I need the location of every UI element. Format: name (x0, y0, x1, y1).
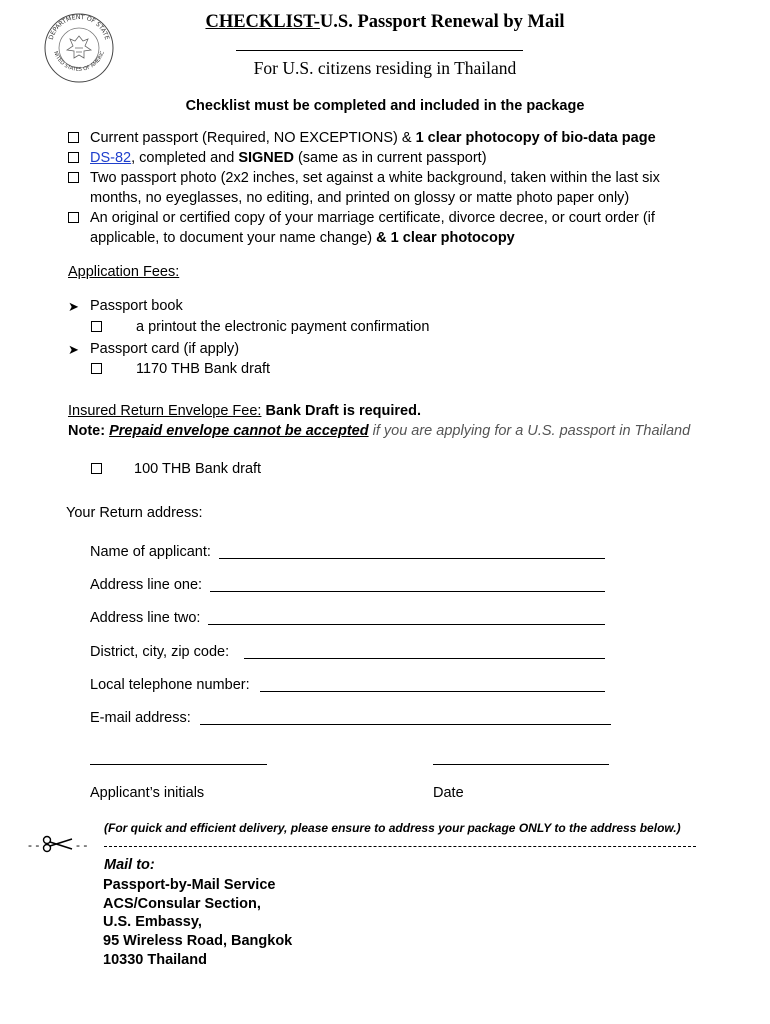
checklist-heading: Checklist must be completed and included in the package (185, 98, 585, 114)
email-address-field[interactable] (200, 724, 611, 725)
checklist-item-photo-line1: Two passport photo (2x2 inches, set against a white background, taken within the last six (90, 170, 660, 186)
ds82-link[interactable]: DS-82 (90, 150, 132, 166)
date-label: Date (433, 785, 464, 801)
address-line-two-field[interactable] (208, 624, 605, 625)
envelope-note (68, 423, 690, 439)
note-rest: if you are applying for a U.S. passport in Thailand (368, 423, 691, 439)
checkbox-payment-confirmation[interactable] (91, 321, 102, 332)
passport-card-label: Passport card (if apply) (90, 341, 240, 357)
payment-confirmation-label: a printout the electronic payment confirmation (136, 319, 430, 335)
checklist-item-certificate-line1: An original or certified copy of your marriage certificate, divorce decree, or court order (if (90, 210, 655, 226)
mail-address-line3: U.S. Embassy, (103, 914, 202, 930)
document-subtitle: For U.S. citizens residing in Thailand (253, 58, 517, 78)
checklist-item-photo-line2: months, no eyeglasses, no editing, and printed on glossy or matte photo paper only) (90, 190, 630, 206)
checklist-item-ds82 (90, 150, 487, 166)
cut-line-left: - - (28, 838, 40, 852)
passport-book-label: Passport book (90, 298, 183, 314)
district-city-zip-field[interactable] (244, 658, 605, 659)
scissors-icon (42, 835, 76, 853)
checkbox-ds82[interactable] (68, 152, 79, 163)
checkbox-envelope-bank-draft[interactable] (91, 463, 102, 474)
checklist-item-certificate-line2 (90, 230, 515, 246)
district-city-zip-label: District, city, zip code: (90, 644, 230, 660)
item2-bold: SIGNED (238, 150, 294, 166)
email-address-label: E-mail address: (90, 710, 191, 726)
item1-bold: 1 clear photocopy of bio-data page (415, 130, 656, 146)
title-rule (236, 50, 523, 51)
address-line-two-label: Address line two: (90, 610, 201, 626)
title-checklist: CHECKLIST- (205, 12, 320, 32)
mail-address-line2: ACS/Consular Section, (103, 896, 261, 912)
mail-address-line1: Passport-by-Mail Service (103, 877, 276, 893)
checkbox-current-passport[interactable] (68, 132, 79, 143)
delivery-note: (For quick and efficient delivery, please ensure to address your package ONLY to the address below.) (104, 821, 681, 835)
item4-bold: & 1 clear photocopy (376, 230, 515, 246)
applicant-initials-label: Applicant’s initials (90, 785, 205, 801)
envelope-fee-label: Insured Return Envelope Fee: (68, 403, 262, 419)
local-telephone-label: Local telephone number: (90, 677, 250, 693)
checklist-item-current-passport (90, 130, 656, 146)
name-of-applicant-field[interactable] (219, 558, 605, 559)
date-field[interactable] (433, 764, 609, 765)
envelope-bank-draft-label: 100 THB Bank draft (134, 461, 262, 477)
card-bank-draft-label: 1170 THB Bank draft (136, 361, 271, 377)
arrow-bullet-icon: ➤ (68, 342, 79, 357)
checkbox-card-bank-draft[interactable] (91, 363, 102, 374)
address-line-one-field[interactable] (210, 591, 605, 592)
return-address-heading: Your Return address: (66, 505, 203, 521)
cut-line (104, 846, 696, 847)
document-title (0, 12, 770, 33)
application-fees-heading: Application Fees: (68, 264, 180, 280)
item2-text-c: (same as in current passport) (293, 150, 487, 166)
checkbox-passport-photo[interactable] (68, 172, 79, 183)
mail-to-label: Mail to: (104, 857, 155, 873)
arrow-bullet-icon: ➤ (68, 299, 79, 314)
title-main: U.S. Passport Renewal by Mail (319, 12, 565, 32)
cut-line-left-tail: - - (76, 838, 88, 852)
item1-text: Current passport (Required, NO EXCEPTIONS) & (90, 130, 416, 146)
checkbox-marriage-certificate[interactable] (68, 212, 79, 223)
note-emphasis: Prepaid envelope cannot be accepted (109, 423, 369, 439)
item4-text: applicable, to document your name change) (90, 230, 377, 246)
envelope-fee-line (68, 403, 421, 419)
local-telephone-field[interactable] (260, 691, 605, 692)
note-label: Note: (68, 423, 110, 439)
item2-text-a: , completed and (131, 150, 239, 166)
mail-address-line4: 95 Wireless Road, Bangkok (103, 933, 293, 949)
envelope-fee-required: Bank Draft is required. (261, 403, 421, 419)
applicant-initials-field[interactable] (90, 764, 267, 765)
svg-text:UNITED STATES OF AMERICA: NITED STATES OF AMERIC (52, 50, 107, 73)
mail-address-line5: 10330 Thailand (103, 952, 207, 968)
svg-text:DEPARTMENT OF STATE: DEPARTMENT OF STATE (47, 13, 111, 41)
address-line-one-label: Address line one: (90, 577, 203, 593)
name-of-applicant-label: Name of applicant: (90, 544, 211, 560)
